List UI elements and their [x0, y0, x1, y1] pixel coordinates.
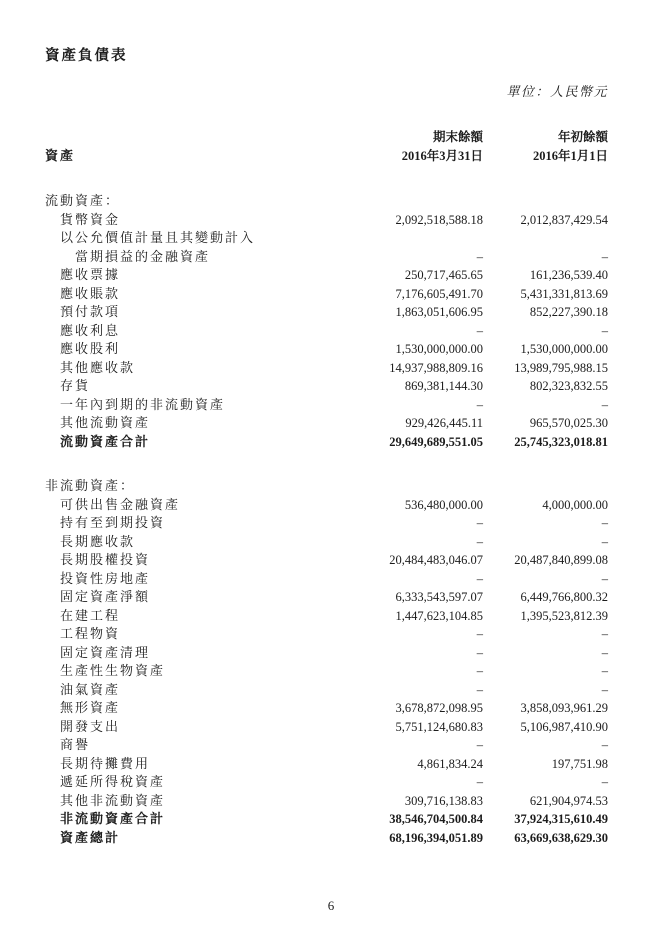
value-year-start: –: [601, 397, 608, 412]
row-label: 長期應收款: [60, 533, 136, 549]
table-row: [45, 736, 608, 755]
table-row: [45, 570, 608, 589]
row-label: 遞延所得稅資產: [60, 774, 166, 789]
value-period-end: –: [476, 627, 483, 641]
col2-header-date: 2016年1月1日: [532, 148, 608, 163]
value-period-end: 2,092,518,588.18: [395, 212, 483, 227]
table-row: [45, 681, 608, 700]
value-year-start: –: [601, 534, 608, 549]
section-heading-row: [45, 477, 608, 496]
value-year-start: 3,858,093,961.29: [520, 701, 608, 715]
row-label: 存貨: [60, 378, 91, 393]
value-year-start: 965,570,025.30: [529, 416, 608, 430]
table-row: [45, 396, 608, 415]
section-heading-label: 流動資產：: [45, 193, 121, 208]
section-heading-row: [45, 192, 608, 211]
col1-header-title: 期末餘額: [432, 130, 483, 144]
value-year-start: 6,449,766,800.32: [520, 590, 608, 604]
value-period-end: –: [476, 738, 483, 752]
value-period-end: 1,863,051,606.95: [395, 305, 483, 319]
row-label: 應收票據: [60, 267, 121, 282]
value-period-end: –: [476, 682, 483, 697]
value-period-end: 3,678,872,098.95: [395, 701, 483, 715]
value-year-start: 37,924,315,610.49: [514, 812, 608, 826]
value-year-start: 802,323,832.55: [529, 379, 608, 393]
value-year-start: 1,395,523,812.39: [520, 608, 608, 623]
value-year-start: 161,236,539.40: [529, 268, 608, 282]
row-label: 長期股權投資: [60, 552, 151, 567]
value-year-start: 852,227,390.18: [529, 305, 608, 319]
table-row: [45, 588, 608, 607]
row-label: 開發支出: [60, 718, 121, 734]
table-row: [45, 433, 608, 452]
table-row: [45, 414, 608, 433]
balance-sheet-page: [0, 44, 662, 913]
table-row: [45, 285, 608, 304]
value-year-start: 4,000,000.00: [542, 497, 608, 512]
row-label: 當期損益的金融資產: [75, 248, 211, 264]
table-row: [45, 755, 608, 774]
value-year-start: 1,530,000,000.00: [520, 342, 608, 356]
value-period-end: 29,649,689,551.05: [389, 434, 483, 449]
table-row: [45, 533, 608, 552]
row-label: 可供出售金融資產: [60, 496, 181, 512]
value-year-start: –: [601, 682, 608, 697]
col1-header-date: 2016年3月31日: [401, 148, 483, 163]
value-period-end: 20,484,483,046.07: [389, 553, 483, 567]
row-label: 以公允價值計量且其變動計入: [60, 230, 256, 245]
row-label: 非流動資產合計: [60, 811, 166, 826]
table-section: [45, 477, 608, 847]
value-period-end: 309,716,138.83: [404, 793, 483, 808]
table-row: [45, 266, 608, 285]
row-label: 油氣資產: [60, 681, 121, 697]
table-row: [45, 359, 608, 378]
row-label: 長期待攤費用: [60, 755, 151, 771]
unit-label: 單位：人民幣元: [506, 84, 608, 99]
value-year-start: –: [601, 664, 608, 678]
row-label: 在建工程: [60, 607, 121, 623]
table-row: [45, 607, 608, 626]
table-row: [45, 229, 608, 248]
row-label: 流動資產合計: [60, 433, 151, 449]
page-title: 資產負債表: [45, 48, 128, 64]
table-row: [45, 644, 608, 663]
value-year-start: –: [601, 627, 608, 641]
assets-header: 資產: [45, 147, 76, 163]
row-label: 商譽: [60, 737, 91, 752]
value-period-end: 1,447,623,104.85: [395, 608, 483, 623]
value-period-end: –: [476, 323, 483, 338]
table-row: [45, 322, 608, 341]
value-period-end: –: [476, 249, 483, 264]
row-label: 預付款項: [60, 304, 121, 319]
table-header-line1: [45, 128, 608, 147]
row-label: 投資性房地產: [60, 570, 151, 586]
table-row: [45, 248, 608, 267]
row-label: 貨幣資金: [60, 211, 121, 227]
value-period-end: 38,546,704,500.84: [389, 812, 483, 826]
row-label: 資產總計: [60, 829, 121, 845]
row-label: 固定資產淨額: [60, 589, 151, 604]
value-period-end: –: [476, 664, 483, 678]
table-row: [45, 718, 608, 737]
value-year-start: 25,745,323,018.81: [514, 434, 608, 449]
balance-sheet-table: [45, 128, 608, 847]
row-label: 應收股利: [60, 341, 121, 356]
value-year-start: 20,487,840,899.08: [514, 553, 608, 567]
value-period-end: 6,333,543,597.07: [395, 590, 483, 604]
value-year-start: 621,904,974.53: [529, 793, 608, 808]
page-number: 6: [327, 898, 335, 913]
value-period-end: –: [476, 397, 483, 412]
table-row: [45, 699, 608, 718]
table-row: [45, 303, 608, 322]
value-period-end: 68,196,394,051.89: [389, 830, 483, 845]
value-period-end: –: [476, 775, 483, 789]
section-heading-label: 非流動資產：: [45, 478, 136, 493]
value-period-end: –: [476, 534, 483, 549]
table-row: [45, 211, 608, 230]
table-header-line2: [45, 147, 608, 166]
value-year-start: 5,431,331,813.69: [520, 286, 608, 301]
row-label: 工程物資: [60, 626, 121, 641]
table-row: [45, 340, 608, 359]
value-year-start: –: [601, 645, 608, 660]
value-period-end: 250,717,465.65: [404, 268, 483, 282]
value-period-end: 1,530,000,000.00: [395, 342, 483, 356]
col2-header-title: 年初餘額: [557, 130, 608, 144]
table-row: [45, 773, 608, 792]
value-period-end: 536,480,000.00: [404, 497, 483, 512]
value-year-start: –: [601, 323, 608, 338]
table-row: [45, 496, 608, 515]
value-year-start: 197,751.98: [551, 756, 608, 771]
table-row: [45, 810, 608, 829]
table-section: [45, 192, 608, 451]
row-label: 生產性生物資產: [60, 663, 166, 678]
value-period-end: –: [476, 645, 483, 660]
table-row: [45, 514, 608, 533]
table-row: [45, 662, 608, 681]
row-label: 無形資產: [60, 700, 121, 715]
table-row: [45, 551, 608, 570]
row-label: 固定資產清理: [60, 644, 151, 660]
value-period-end: 929,426,445.11: [405, 416, 483, 430]
value-period-end: –: [476, 516, 483, 530]
value-period-end: 869,381,144.30: [404, 379, 483, 393]
table-row: [45, 792, 608, 811]
value-period-end: 7,176,605,491.70: [395, 286, 483, 301]
row-label: 其他流動資產: [60, 415, 151, 430]
value-period-end: 4,861,834.24: [417, 756, 483, 771]
value-year-start: –: [601, 775, 608, 789]
value-period-end: 5,751,124,680.83: [395, 719, 483, 734]
table-row: [45, 829, 608, 848]
row-label: 應收賬款: [60, 285, 121, 301]
value-year-start: –: [601, 571, 608, 586]
value-year-start: –: [601, 249, 608, 264]
value-year-start: –: [601, 516, 608, 530]
value-year-start: 5,106,987,410.90: [520, 719, 608, 734]
row-label: 一年內到期的非流動資產: [60, 396, 226, 412]
table-row: [45, 625, 608, 644]
value-year-start: 63,669,638,629.30: [514, 830, 608, 845]
value-year-start: 13,989,795,988.15: [514, 360, 608, 375]
value-year-start: –: [601, 738, 608, 752]
row-label: 其他應收款: [60, 359, 136, 375]
table-body: [45, 192, 608, 847]
value-period-end: –: [476, 571, 483, 586]
value-period-end: 14,937,988,809.16: [389, 360, 483, 375]
row-label: 持有至到期投資: [60, 515, 166, 530]
value-year-start: 2,012,837,429.54: [520, 212, 608, 227]
row-label: 應收利息: [60, 322, 121, 338]
row-label: 其他非流動資產: [60, 792, 166, 808]
table-row: [45, 377, 608, 396]
